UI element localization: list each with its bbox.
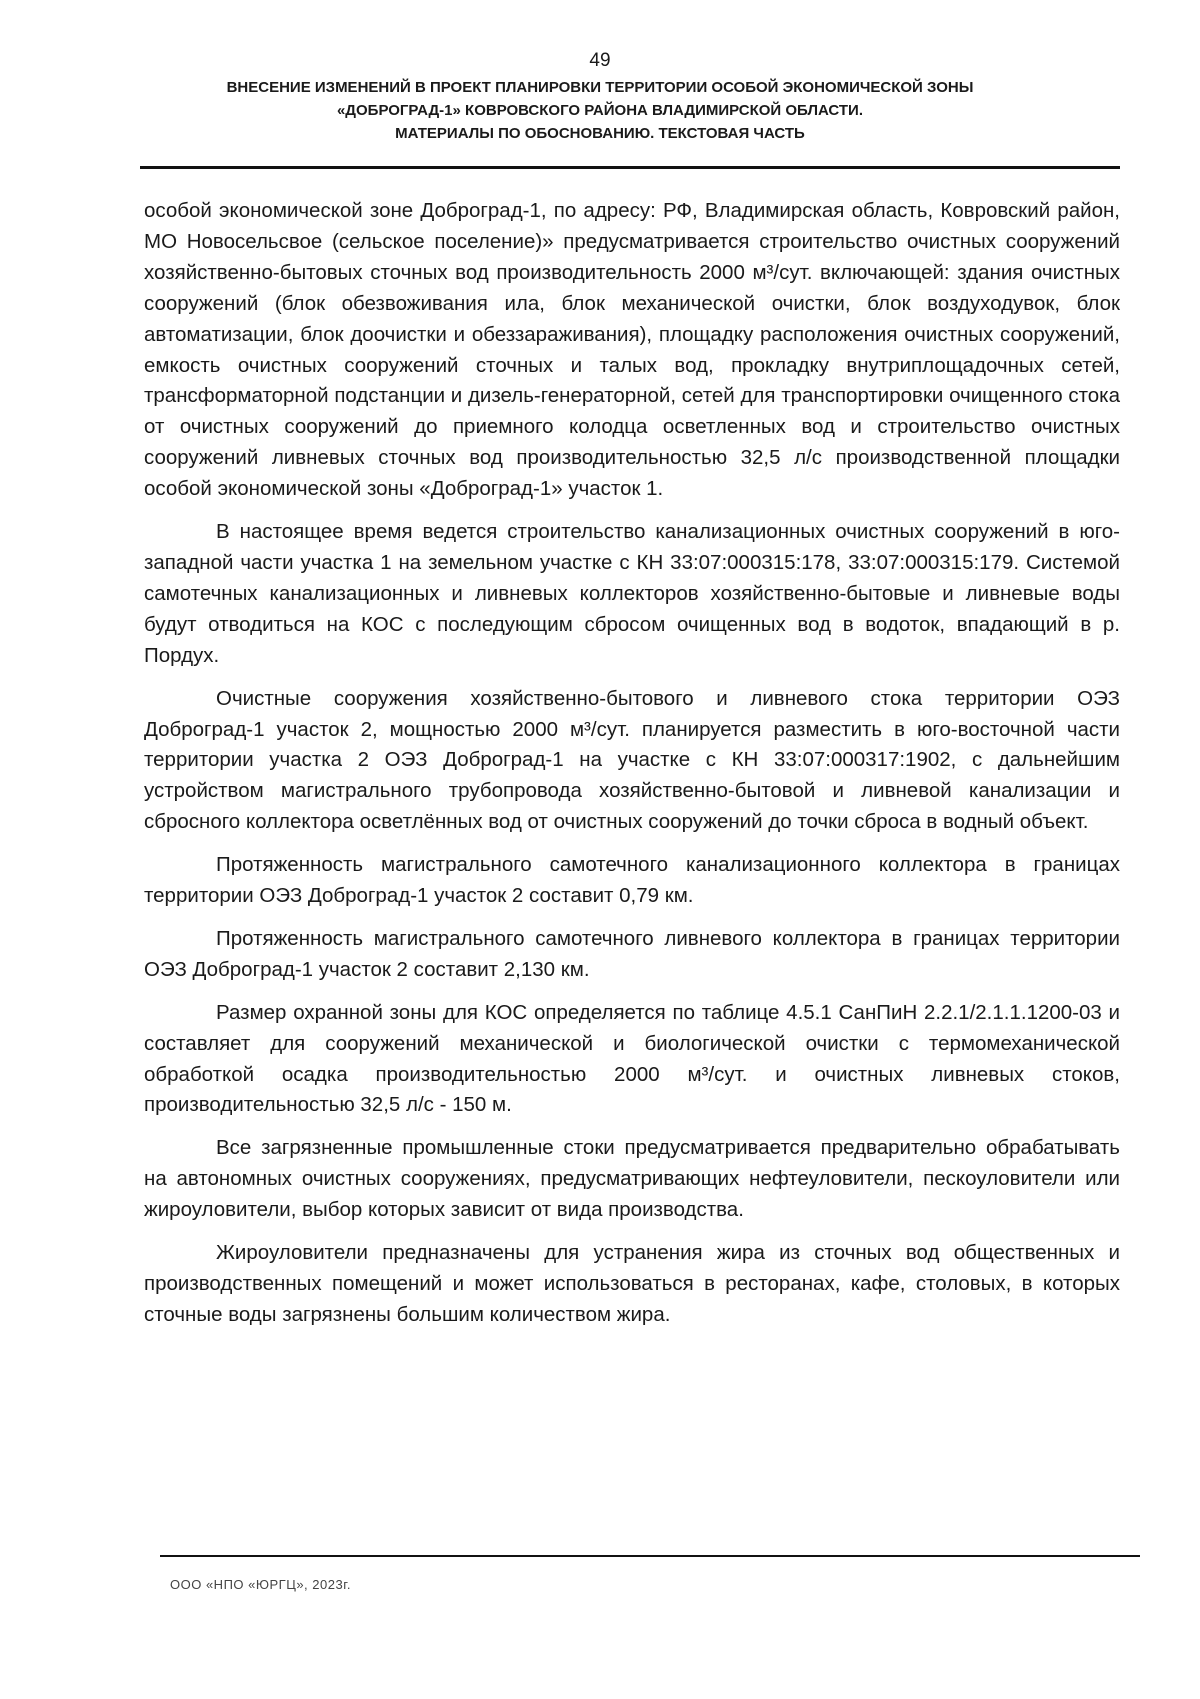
header-line: «ДОБРОГРАД-1» КОВРОВСКОГО РАЙОНА ВЛАДИМИРСКОЙ ОБЛАСТИ. [336, 102, 864, 119]
paragraph: Очистные сооружения хозяйственно-бытового и ливневого стока территории ОЭЗ Доброград-1 участок 2, мощностью 2000 м³/сут. планируется разместить в юго-восточной части территории участка 2 ОЭЗ Доброград-1 на участке с КН 33:07:000317:1902, с дальнейшим устройством магистрального трубопровода хозяйственно-бытовой и ливневой канализации и сбросного коллектора осветлённых вод от очистных сооружений до точки сброса в водный объект. [144, 686, 1120, 834]
document-header [150, 76, 1050, 145]
header-line: МАТЕРИАЛЫ ПО ОБОСНОВАНИЮ. ТЕКСТОВАЯ ЧАСТЬ [395, 125, 805, 142]
header-divider [140, 166, 1120, 169]
page-number: 49 [589, 50, 611, 71]
footer-text: ООО «НПО «ЮРГЦ», 2023г. [170, 1577, 351, 1592]
paragraph: Протяженность магистрального самотечного канализационного коллектора в границах территории ОЭЗ Доброград-1 участок 2 составит 0,79 км. [144, 853, 1120, 908]
paragraph: Все загрязненные промышленные стоки предусматривается предварительно обрабатывать на автономных очистных сооружениях, предусматривающих нефтеуловители, пескоуловители или жироуловители, выбор которых зависит от вида производства. [144, 1136, 1120, 1222]
footer-divider [160, 1555, 1140, 1557]
header-line: ВНЕСЕНИЕ ИЗМЕНЕНИЙ В ПРОЕКТ ПЛАНИРОВКИ ТЕРРИТОРИИ ОСОБОЙ ЭКОНОМИЧЕСКОЙ ЗОНЫ [226, 79, 974, 96]
paragraph: Размер охранной зоны для КОС определяется по таблице 4.5.1 СанПиН 2.2.1/2.1.1.1200-03 и составляет для сооружений механической и биологической очистки с термомеханической обработкой осадка производительностью 2000 м³/сут. и очистных ливневых стоков, производительностью 32,5 л/с - 150 м. [144, 1000, 1120, 1117]
paragraph: Жироуловители предназначены для устранения жира из сточных вод общественных и производственных помещений и может использоваться в ресторанах, кафе, столовых, в которых сточные воды загрязнены большим количеством жира. [144, 1241, 1120, 1326]
paragraph: особой экономической зоне Доброград-1, по адресу: РФ, Владимирская область, Ковровский район, МО Новосельсвое (сельское поселение)» предусматривается строительство очистных сооружений хозяйственно-бытовых сточных вод производительность 2000 м³/сут. включающей: здания очистных сооружений (блок обезвоживания ила, блок механической очистки, блок воздуходувок, блок автоматизации, блок доочистки и обеззараживания), площадку расположения очистных сооружений, емкость очистных сооружений сточных и талых вод, прокладку внутриплощадочных сетей, трансформаторной подстанции и дизель-генераторной, сетей для транспортировки очищенного стока от очистных сооружений до приемного колодца осветленных вод и строительство очистных сооружений ливневых сточных вод производительностью 32,5 л/с производственной площадки особой экономической зоны «Доброград-1» участок 1. [144, 199, 1120, 501]
paragraph: В настоящее время ведется строительство канализационных очистных сооружений в юго-западной части участка 1 на земельном участке с КН 33:07:000315:178, 33:07:000315:179. Системой самотечных канализационных и ливневых коллекторов хозяйственно-бытовые и ливневые воды будут отводиться на КОС с последующим сбросом очищенных вод в водоток, впадающий в р. Пордух. [144, 520, 1120, 667]
paragraph: Протяженность магистрального самотечного ливневого коллектора в границах территории ОЭЗ Доброград-1 участок 2 составит 2,130 км. [144, 926, 1120, 981]
body-text [144, 196, 1120, 1343]
